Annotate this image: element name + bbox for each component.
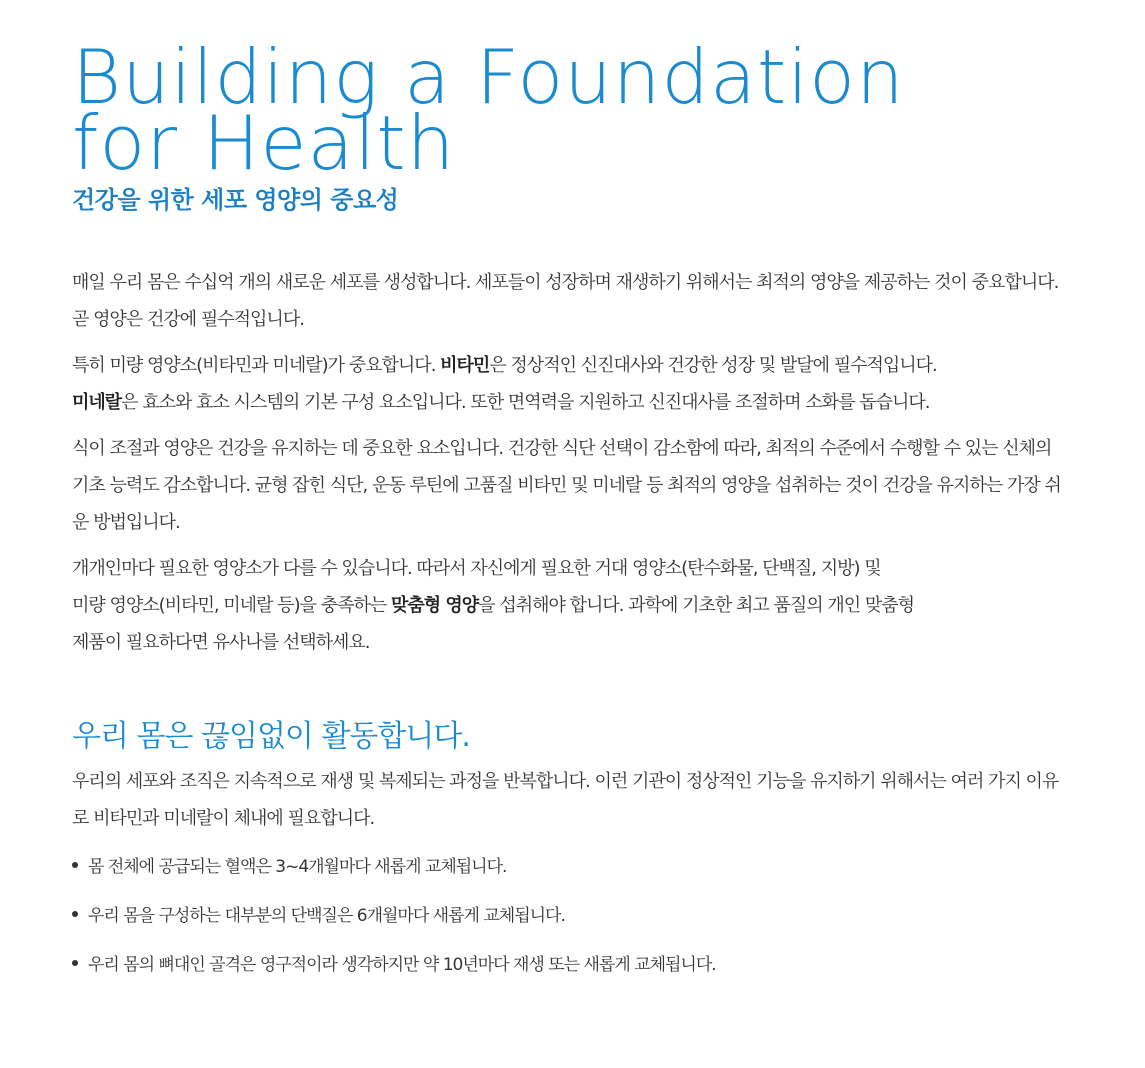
bullet-icon (72, 960, 78, 966)
p4-text-c: 을 섭취해야 합니다. 과학에 기초한 최고 품질의 개인 맞춤형 (478, 595, 915, 616)
p4-text-b: 미량 영양소(비타민, 미네랄 등)을 충족하는 (72, 595, 391, 616)
page-subtitle: 건강을 위한 세포 영양의 중요성 (72, 186, 399, 214)
title-line-2: for Health (72, 99, 456, 187)
bullet-icon (72, 911, 78, 917)
intro-paragraph-2 (72, 347, 1072, 421)
p2-text-c: 은 효소와 효소 시스템의 기본 구성 요소입니다. 또한 면역력을 지원하고 신진대사를 조절하며 소화를 돕습니다. (121, 392, 930, 413)
vitamin-emphasis: 비타민 (440, 355, 490, 376)
intro-paragraph-3: 식이 조절과 영양은 건강을 유지하는 데 중요한 요소입니다. 건강한 식단 선택이 감소함에 따라, 최적의 수준에서 수행할 수 있는 신체의 기초 능력도 감소합니다. 균형 잡힌 식단, 운동 루틴에 고품질 비타민 및 미네랄 등 최적의 영양을 섭취하는 것이 건강을 유지하는 가장 쉬운 방법입니다. (72, 438, 1061, 533)
section-paragraph: 우리의 세포와 조직은 지속적으로 재생 및 복제되는 과정을 반복합니다. 이런 기관이 정상적인 기능을 유지하기 위해서는 여러 가지 이유로 비타민과 미네랄이 체내에 필요합니다. (72, 771, 1059, 829)
list-item (72, 849, 1072, 886)
fact-list (72, 849, 1072, 984)
list-item (72, 947, 1072, 984)
custom-nutrition-emphasis: 맞춤형 영양 (390, 595, 479, 616)
page-title (72, 33, 1072, 187)
p4-line-1: 개개인마다 필요한 영양소가 다를 수 있습니다. 따라서 자신에게 필요한 거대 영양소(탄수화물, 단백질, 지방) 및 (72, 558, 881, 579)
bullet-icon (72, 862, 78, 868)
p2-text-b: 은 정상적인 신진대사와 건강한 성장 및 발달에 필수적입니다. (489, 355, 937, 376)
list-item-text: 몸 전체에 공급되는 혈액은 3~4개월마다 새롭게 교체됩니다. (88, 857, 507, 877)
intro-paragraph-1: 매일 우리 몸은 수십억 개의 새로운 세포를 생성합니다. 세포들이 성장하며 재생하기 위해서는 최적의 영양을 제공하는 것이 중요합니다. 곧 영양은 건강에 필수적입니다. (72, 272, 1059, 330)
p4-line-3: 제품이 필요하다면 유사나를 선택하세요. (72, 632, 370, 653)
mineral-emphasis: 미네랄 (72, 392, 122, 413)
list-item-text: 우리 몸을 구성하는 대부분의 단백질은 6개월마다 새롭게 교체됩니다. (88, 906, 565, 926)
article (72, 33, 1072, 996)
p2-text-a: 특히 미량 영양소(비타민과 미네랄)가 중요합니다. (72, 355, 441, 376)
title-line-1: Building a Foundation (72, 33, 905, 121)
section-heading: 우리 몸은 끊임없이 활동합니다. (72, 719, 470, 754)
list-item-text: 우리 몸의 뼈대인 골격은 영구적이라 생각하지만 약 10년마다 재생 또는 새롭게 교체됩니다. (88, 955, 716, 975)
list-item (72, 898, 1072, 935)
intro-paragraph-4 (72, 550, 1072, 661)
